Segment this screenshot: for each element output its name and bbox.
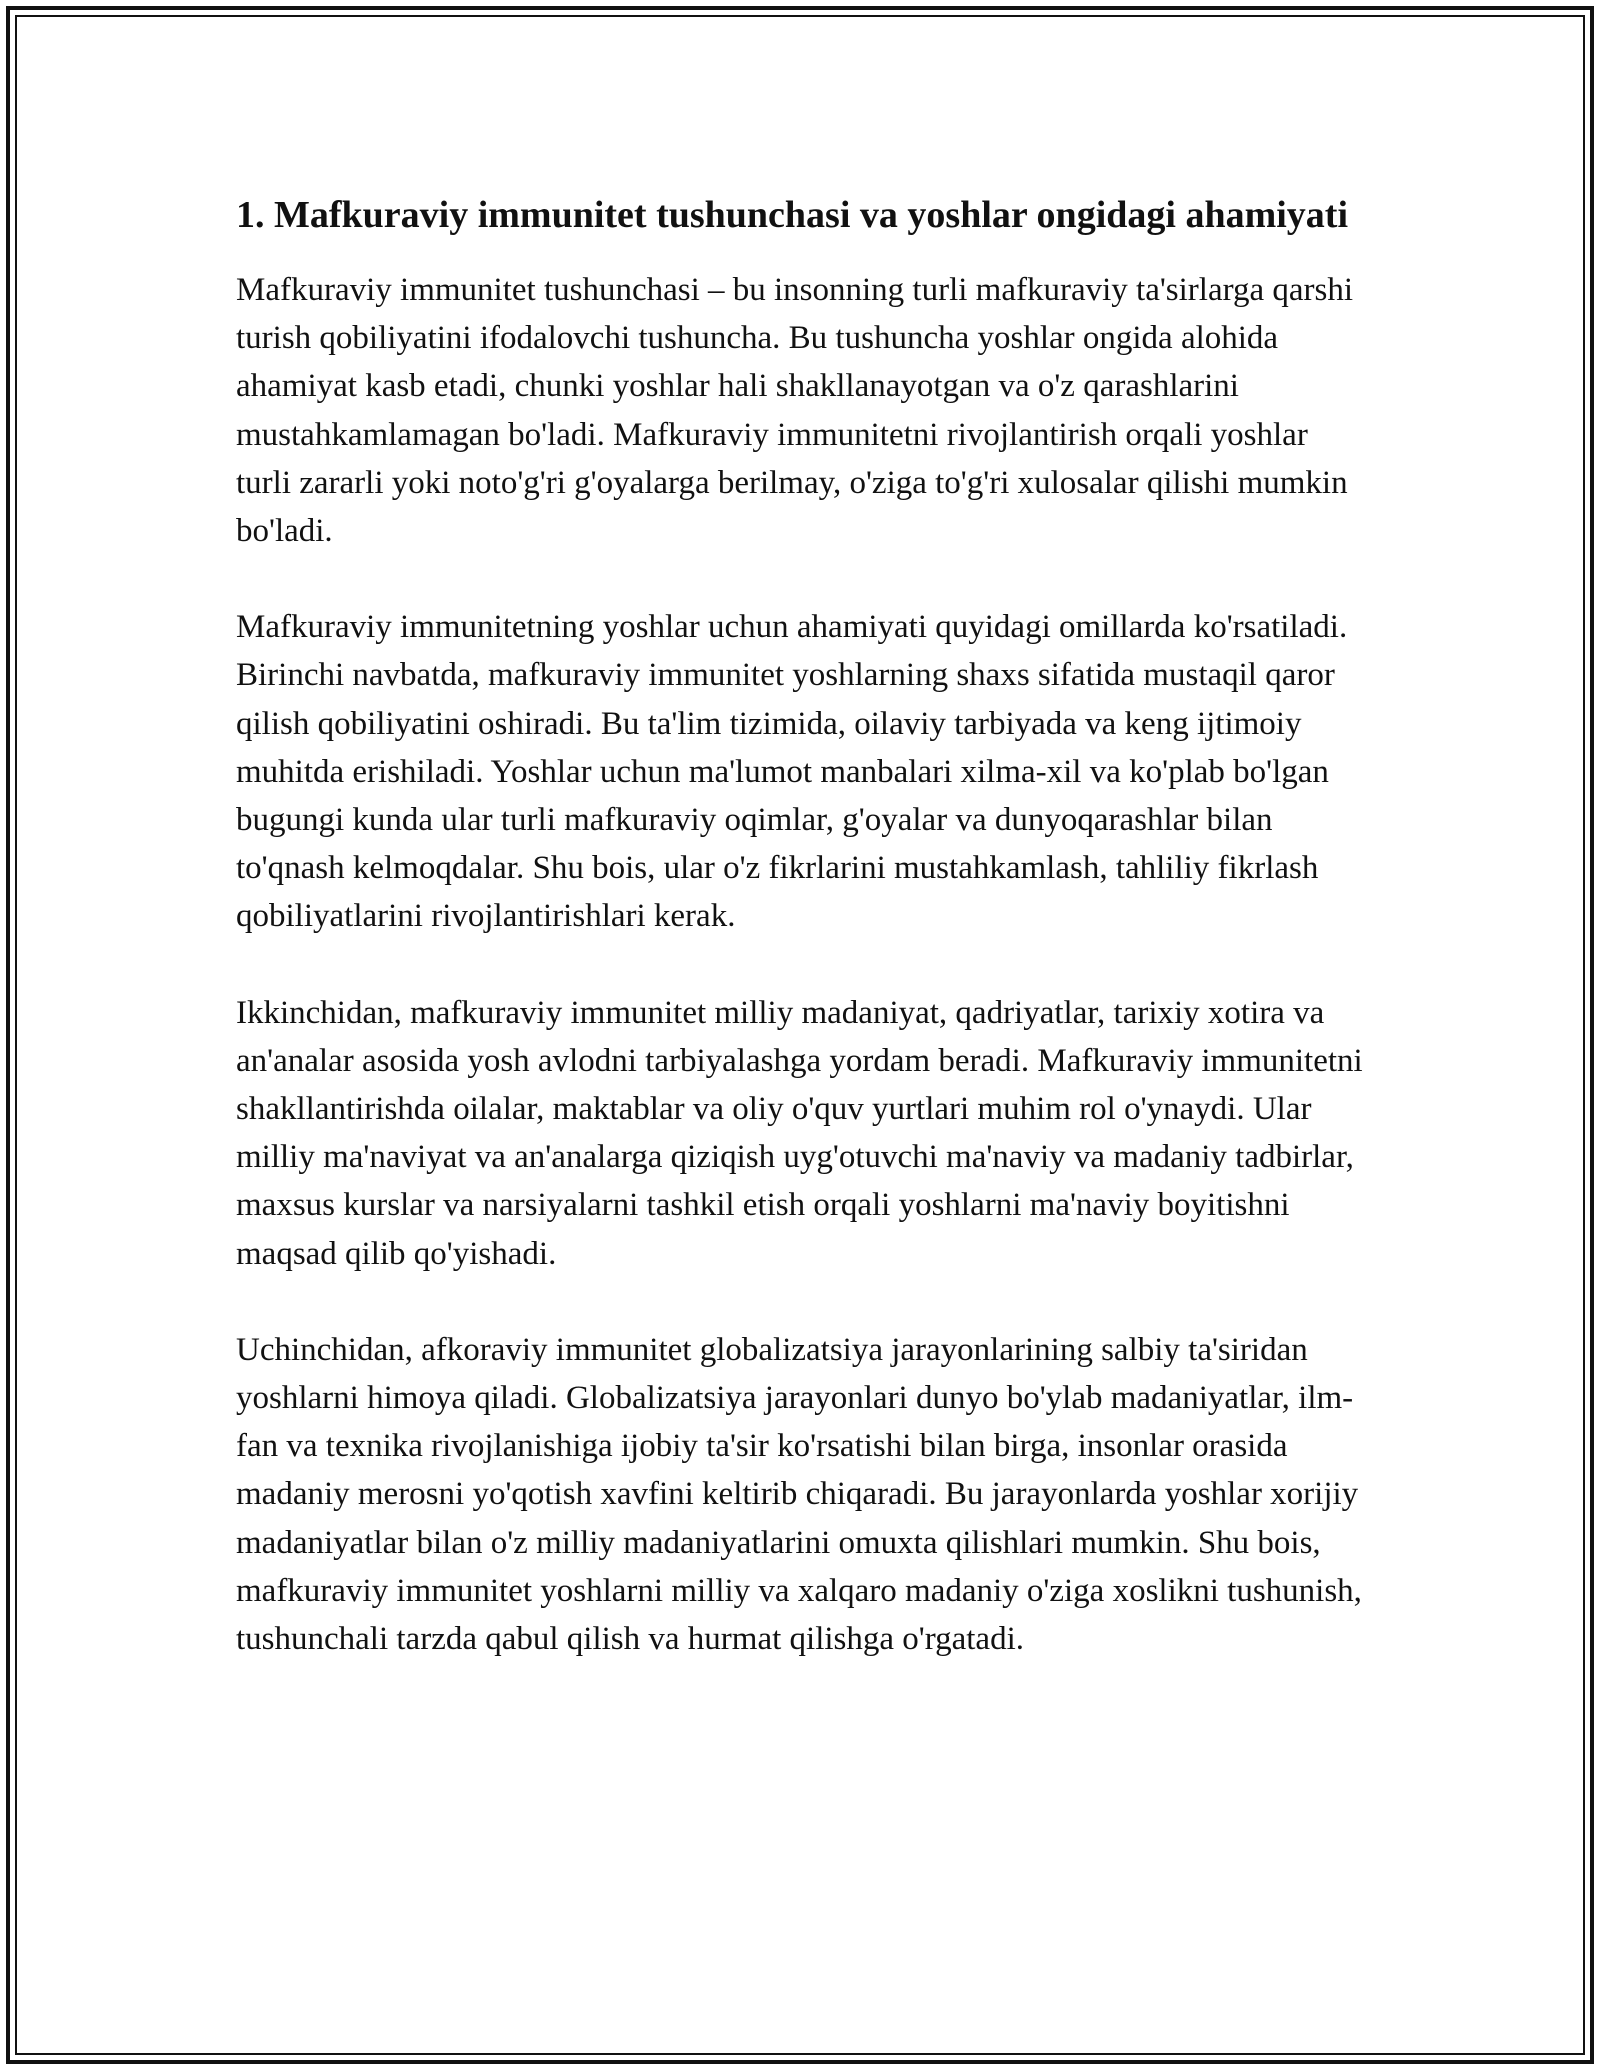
paragraph-2: Mafkuraviy immunitetning yoshlar uchun ahamiyati quyidagi omillarda ko'rsatiladi. Birinchi navbatda, mafkuraviy immunitet yoshlarning shaxs sifatida mustaqil qaror qilish qobiliyatini oshiradi. Bu ta'lim tizimida, oilaviy tarbiyada va keng ijtimoiy muhitda erishiladi. Yoshlar uchun ma'lumot manbalari xilma-xil va ko'plab bo'lgan bugungi kunda ular turli mafkuraviy oqimlar, g'oyalar va dunyoqarashlar bilan to'qnash kelmoqdalar. Shu bois, ular o'z fikrlarini mustahkamlash, tahliliy fikrlash qobiliyatlarini rivojlantirishlari kerak. <box>236 609 1348 935</box>
paragraph-4: Uchinchidan, afkoraviy immunitet globalizatsiya jarayonlarining salbiy ta'siridan yoshlarni himoya qiladi. Globalizatsiya jarayonlari dunyo bo'ylab madaniyatlar, ilm-fan va texnika rivojlanishiga ijobiy ta'sir ko'rsatishi bilan birga, insonlar orasida madaniy merosni yo'qotish xavfini keltirib chiqaradi. Bu jarayonlarda yoshlar xorijiy madaniyatlar bilan o'z milliy madaniyatlarini omuxta qilishlari mumkin. Shu bois, mafkuraviy immunitet yoshlarni milliy va xalqaro madaniy o'ziga xoslikni tushunish, tushunchali tarzda qabul qilish va hurmat qilishga o'rgatadi. <box>236 1331 1362 1658</box>
document-body <box>236 188 1371 1711</box>
section-heading: 1. Mafkuraviy immunitet tushunchasi va yoshlar ongidagi ahamiyati <box>236 194 1349 236</box>
paragraph-1: Mafkuraviy immunitet tushunchasi – bu insonning turli mafkuraviy ta'sirlarga qarshi turish qobiliyatini ifodalovchi tushuncha. Bu tushuncha yoshlar ongida alohida ahamiyat kasb etadi, chunki yoshlar hali shakllanayotgan va o'z qarashlarini mustahkamlamagan bo'ladi. Mafkuraviy immunitetni rivojlantirish orqali yoshlar turli zararli yoki noto'g'ri g'oyalarga berilmay, o'ziga to'g'ri xulosalar qilishi mumkin bo'ladi. <box>236 272 1354 550</box>
paragraph-3: Ikkinchidan, mafkuraviy immunitet milliy madaniyat, qadriyatlar, tarixiy xotira va an'analar asosida yosh avlodni tarbiyalashga yordam beradi. Mafkuraviy immunitetni shakllantirishda oilalar, maktablar va oliy o'quv yurtlari muhim rol o'ynaydi. Ular milliy ma'naviyat va an'analarga qiziqish uyg'otuvchi ma'naviy va madaniy tadbirlar, maxsus kurslar va narsiyalarni tashkil etish orqali yoshlarni ma'naviy boyitishni maqsad qilib qo'yishadi. <box>236 994 1363 1272</box>
